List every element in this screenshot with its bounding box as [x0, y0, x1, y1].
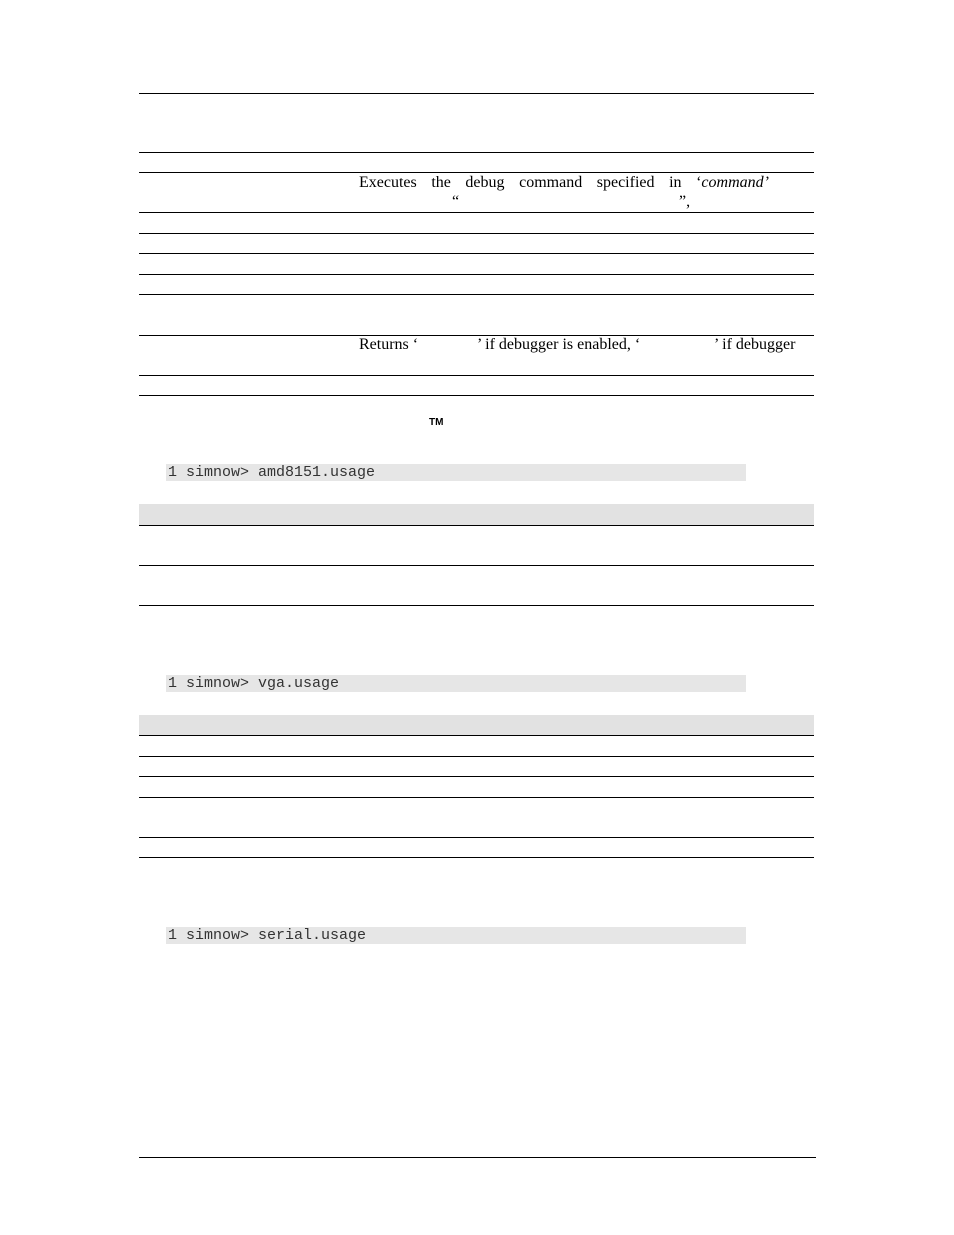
- returns-part1: Returns ‘: [359, 336, 419, 353]
- footer-rule: [139, 1157, 816, 1158]
- code-line-serial: 1 simnow> serial.usage: [166, 927, 746, 944]
- table-rule: [139, 525, 814, 526]
- trademark-symbol: TM: [429, 417, 444, 428]
- code-line-vga: 1 simnow> vga.usage: [166, 675, 746, 692]
- exec-word: specified: [596, 174, 655, 191]
- table-rule: [139, 294, 814, 295]
- exec-word: debug: [465, 174, 505, 191]
- exec-word: Executes: [359, 174, 417, 191]
- exec-word: the: [431, 174, 451, 191]
- table-rule: [139, 735, 814, 736]
- exec-word: in: [669, 174, 682, 191]
- table-header-row: [139, 504, 814, 525]
- table-rule: [139, 837, 814, 838]
- table-rule: [139, 565, 814, 566]
- table-rule: [139, 274, 814, 275]
- exec-close-quote: ”,: [679, 193, 691, 210]
- table-rule: [139, 212, 814, 213]
- exec-open-quote: “: [452, 193, 460, 210]
- table-rule: [139, 253, 814, 254]
- table-rule: [139, 395, 814, 396]
- exec-word: command: [519, 174, 583, 191]
- table-header-row: [139, 715, 814, 735]
- code-line-amd8151: 1 simnow> amd8151.usage: [166, 464, 746, 481]
- table-rule: [139, 857, 814, 858]
- table-rule: [139, 152, 814, 153]
- table-rule: [139, 233, 814, 234]
- table-rule: [139, 375, 814, 376]
- table-rule: [139, 756, 814, 757]
- exec-command-term: ‘command’: [696, 174, 769, 191]
- table-rule: [139, 605, 814, 606]
- returns-part3: ’ if debugger: [714, 336, 796, 353]
- table-rule: [139, 797, 814, 798]
- returns-part2: ’ if debugger is enabled, ‘: [477, 336, 641, 353]
- table-rule: [139, 93, 814, 94]
- exec-row-line1: [359, 173, 769, 193]
- table-rule: [139, 776, 814, 777]
